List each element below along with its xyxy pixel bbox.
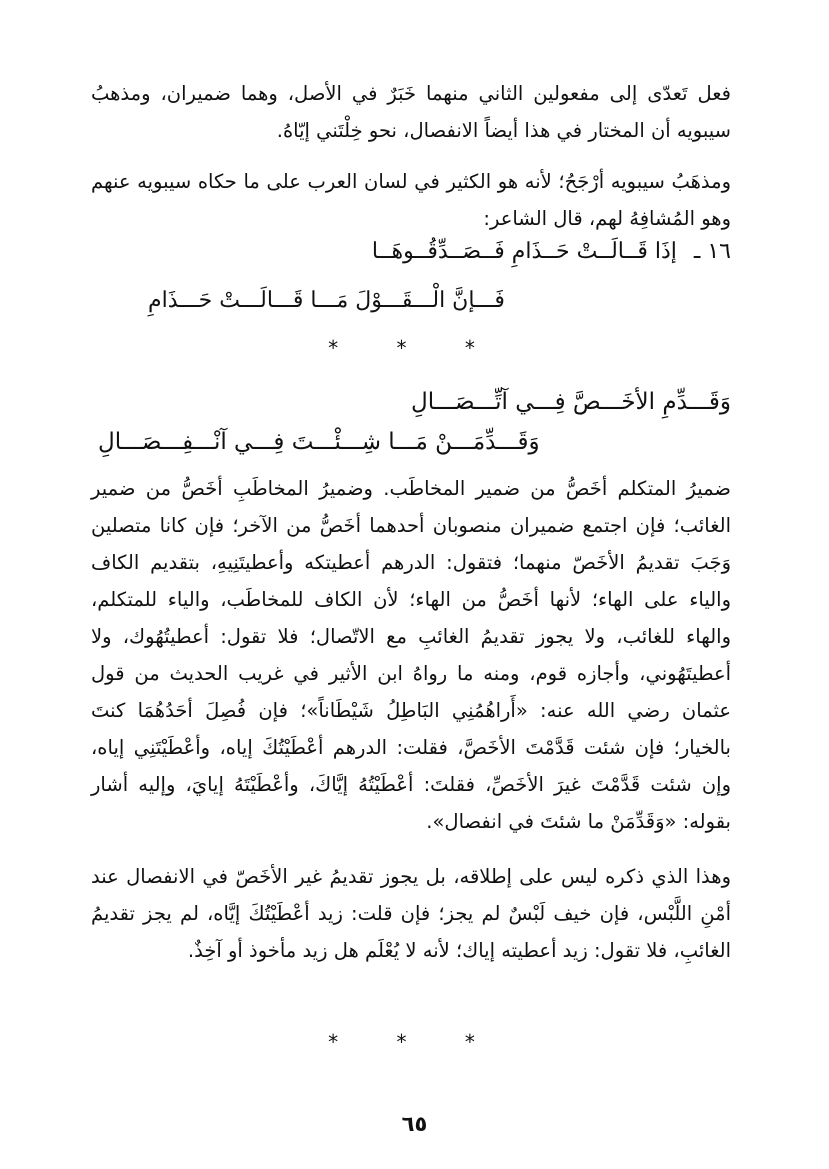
end-divider-stars: * * * xyxy=(328,1030,501,1054)
alfiyya-verse-line-1: وَقَـــدِّمِ الأخَـــصَّ فِـــي آتِّـــصَـــالِ xyxy=(411,389,731,415)
poem-first-hemistich-text: إذَا قَــالَــتْ حَــذَامِ فَــصَــدِّقُــوهَــا xyxy=(371,239,677,264)
section-divider-stars: * * * xyxy=(328,336,501,360)
poem-first-hemistich xyxy=(372,234,731,270)
paragraph-intro: فعل تَعدّى إلى مفعولين الثاني منهما خَبَرٌ في الأصل، وهما ضميران، ومذهبُ سيبويه أن المختار في هذا أيضاً الانفصال، نحو خِلْتَني إيّاهُ. xyxy=(91,82,731,142)
paragraph-commentary: ضميرُ المتكلم أخَصُّ من ضمير المخاطَب. وضميرُ المخاطَبِ أخَصُّ من ضمير الغائب؛ فإن اجتمع ضميران منصوبان أحدهما أخَصُّ من الآخر؛ فإن كانا متصلين وَجَبَ تقديمُ الأخَصّ منهما؛ فتقول: الدرهم أعطيتكه وأعطيتَنِيهِ، بتقديم الكاف والياء على الهاء؛ لأنها أخَصُّ من الهاء؛ لأن الكاف للمخاطَب، والياء للمتكلم، والهاء للغائب، ولا يجوز تقديمُ الغائبِ مع الاتّصال؛ فلا تقول: أعطيتُهُوك، ولا أعطيتَهُوني، وأجازه قوم، ومنه ما رواهُ ابن الأثير في غريب الحديث من قول عثمان رضي الله عنه: «أَراهُمُنِي البَاطِلُ شَيْطَاناً»؛ فإن فُصِلَ أحَدُهُمَا كنتَ بالخيار؛ فإن شئت قَدَّمْتَ الأخَصَّ، فقلت: الدرهم أعْطَيْتُكَ إياه، وأعْطَيْتَنِي إياه، وإن شئت قَدَّمْتَ غيرَ الأخَصِّ، فقلتَ: أعْطَيْتُهُ إيَّاكَ، وأعْطَيْتَهُ إيايَ، وإليه أشار بقوله: «وَقَدِّمَنْ ما شئتَ في انفصال». xyxy=(91,477,731,833)
page-number: ٦٥ xyxy=(401,1112,428,1136)
paragraph-sibawayh: ومذهَبُ سيبويه أرْجَحُ؛ لأنه هو الكثير في لسان العرب على ما حكاه سيبويه عنهم وهو المُشافِهُ لهم، قال الشاعر: xyxy=(91,170,731,230)
alfiyya-verse-line-2: وَقَـــدِّمَـــنْ مَـــا شِـــئْـــتَ فِـــي آنْـــفِـــصَـــالِ xyxy=(98,429,540,455)
poem-second-hemistich: فَـــإنَّ الْـــقَـــوْلَ مَـــا قَـــالَـــتْ حَـــذَامِ xyxy=(148,288,505,313)
paragraph-exception: وهذا الذي ذكره ليس على إطلاقه، بل يجوز تقديمُ غير الأخَصّ في الانفصال عند أمْنِ اللَّبْس، فإن خيف لَبْسٌ لم يجز؛ فإن قلت: زيد أعْطَيْتُكَ إيَّاه، لم يجز تقديمُ الغائبِ، فلا تقول: زيد أعطيته إياك؛ لأنه لا يُعْلَم هل زيد مأخوذ أو آخِذٌ. xyxy=(91,865,731,962)
poem-number: ١٦ ـ xyxy=(693,239,731,264)
